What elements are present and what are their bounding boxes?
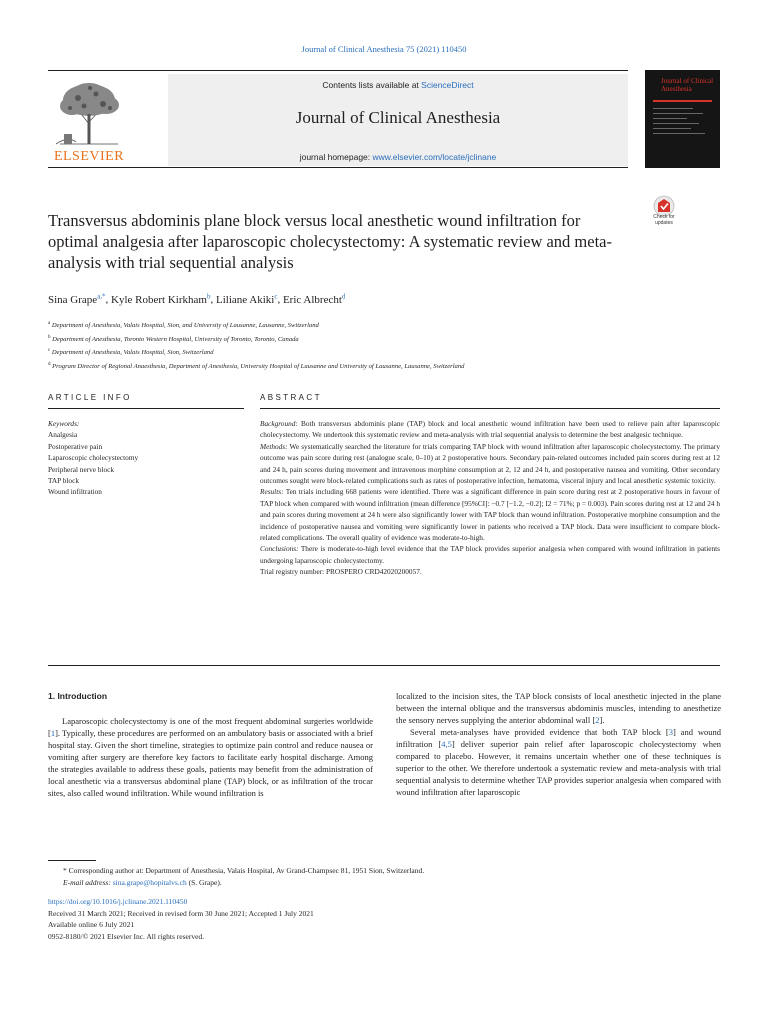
- journal-name: Journal of Clinical Anesthesia: [295, 108, 501, 127]
- abstract-results: Results: Ten trials including 668 patients were identified. There was a significant difference in pain score during rest at 2 postoperative hours in favour of TAP block when compared with wound infiltration (mean difference [95%CI]: −0.7 [−1.2, −0.2]; I2 = 71%; p = 0.003). Pain scores during rest at 12 and 24 h and pain scores during movement at 24 h were also significantly lower with TAP block than wound infiltration. Postoperative morphine consumption and the incidence of postoperative nausea and vomiting were significantly lower in patients who received a TAP block. Data were insufficient to compare block-related complications. The overall quality of evidence was moderate-to-high.: [260, 487, 720, 543]
- keywords-label: Keywords:: [48, 419, 80, 428]
- abstract-bottom-rule: [48, 665, 720, 666]
- reference-link[interactable]: 1: [50, 728, 56, 738]
- affiliation: $^a$ Department of Anesthesia, Valais Hospital, Sion, and University of Lausanne, Lausanne, Switzerland: [48, 321, 319, 330]
- cover-graphic: [645, 70, 720, 168]
- abstract-registry: Trial registry number: PROSPERO CRD42020200057.: [260, 567, 422, 577]
- keyword: Postoperative pain: [48, 441, 103, 451]
- masthead-top-rule: [48, 70, 628, 71]
- footnotes: [48, 865, 708, 942]
- masthead-center-panel: [168, 74, 628, 166]
- author[interactable]: Eric Albrecht$^d$: [282, 292, 346, 306]
- affiliation: $^c$ Department of Anesthesia, Valais Hospital, Sion, Switzerland: [48, 348, 214, 357]
- article-info-rule: [48, 408, 244, 409]
- affiliation: $^d$ Program Director of Regional Anaesthesia, Department of Anesthesia, University Hospital of Lausanne and University of Lausanne, Lausanne, Switzerland: [48, 362, 465, 371]
- keyword: Peripheral nerve block: [48, 464, 115, 474]
- tree-logo-graphic: [48, 78, 130, 148]
- affiliations: [48, 318, 708, 373]
- keyword: Analgesia: [48, 430, 78, 440]
- received-dates: Received 31 March 2021; Received in revised form 30 June 2021; Accepted 1 July 2021: [48, 908, 314, 918]
- author-list: Sina Grape$^{a,*}$, Kyle Robert Kirkham$^b$, Liliane Akiki$^c$, Eric Albrecht$^d$: [48, 292, 346, 306]
- journal-citation[interactable]: Journal of Clinical Anesthesia 75 (2021) 110450: [301, 44, 467, 54]
- keyword: Wound infiltration: [48, 487, 102, 497]
- publisher-name: ELSEVIER: [53, 149, 125, 164]
- journal-masthead: [48, 70, 628, 168]
- body-paragraph: Several meta-analyses have provided evidence that both TAP block [3] and wound infiltration [4,5] deliver superior pain relief after laparoscopic cholecystectomy when compared to placebo. However, it remains uncertain whether one of these techniques is superior to the other. We therefore undertook a systematic review and meta-analysis with trial sequential analysis to determine whether TAP provides superior analgesia when compared with wound infiltration after laparoscopic: [396, 727, 721, 797]
- sciencedirect-link[interactable]: ScienceDirect: [421, 80, 474, 90]
- abstract-heading: ABSTRACT: [260, 393, 322, 402]
- affiliation: $^b$ Department of Anesthesia, Toronto Western Hospital, University of Toronto, Toronto, Canada: [48, 334, 299, 343]
- reference-link[interactable]: 4,5: [441, 739, 452, 749]
- homepage-link[interactable]: www.elsevier.com/locate/jclinane: [372, 152, 497, 162]
- reference-link[interactable]: 2: [595, 715, 600, 725]
- email-link[interactable]: sina.grape@hopitalvs.ch: [112, 877, 187, 887]
- body-column-right: [396, 690, 721, 798]
- keyword: TAP block: [48, 476, 79, 486]
- body-column-left: [48, 690, 373, 799]
- keywords-block: [48, 418, 244, 498]
- cover-title: Journal of Clinical Anesthesia: [661, 77, 714, 93]
- abstract-background: Background: Both transversus abdominis plane (TAP) block and local anesthetic wound infiltration have been used to relieve pain after laparoscopic cholecystectomy. We undertook this systematic review and meta-analysis with trial sequential analysis to determine the best analgesic technique.: [260, 419, 720, 440]
- section-heading: 1. Introduction: [48, 691, 108, 701]
- available-online: Available online 6 July 2021: [48, 920, 135, 929]
- contents-available-line: [168, 80, 628, 90]
- copyright: 0952-8180/© 2021 Elsevier Inc. All rights reserved.: [48, 931, 205, 941]
- abstract-conclusions: Conclusions: There is moderate-to-high level evidence that the TAP block provides superior analgesia when compared with wound infiltration in patients undergoing laparoscopic cholecystectomy.: [260, 544, 720, 565]
- abstract-body: [260, 418, 720, 578]
- footnote-rule: [48, 860, 96, 861]
- keyword: Laparoscopic cholecystectomy: [48, 453, 139, 463]
- body-paragraph: Laparoscopic cholecystectomy is one of the most frequent abdominal surgeries worldwide [1]. Typically, these procedures are performed on an ambulatory basis or associated with a brief hospital stay. Given the short timeline, strategies to optimize pain control and reduce nausea or vomiting after surgery are therefore key factors to facilitate early hospital discharge. Among the strategies available to address these goals, patients may benefit from the administration of local anesthetic via a transversus abdominal plane (TAP) block, or as infiltration of the trocar sites, also called wound infiltration. While wound infiltration is: [48, 716, 373, 798]
- masthead-bottom-rule: [48, 167, 628, 168]
- reference-link[interactable]: 3: [668, 727, 673, 737]
- body-paragraph: localized to the incision sites, the TAP block consists of local anesthetic injected in the plane between the internal oblique and the transversus abdominis muscles, intending to anesthetize the sensory nerves supplying the anterior abdominal wall [2].: [396, 691, 721, 725]
- abstract-methods: Methods: We systematically searched the literature for trials comparing TAP block with wound infiltration after laparoscopic cholecystectomy. The primary outcome was pain score during rest (analogue scale, 0–10) at 2 postoperative hours. Secondary pain-related outcomes included pain scores during rest at 12 and 24 h, pain scores during movement and intravenous morphine consumption at 2, 12 and 24 h, and postoperative nausea and vomiting. Other secondary outcomes sought were block-related complications such as rates of postoperative infection, hematoma, visceral injury and local anesthetic systemic toxicity.: [260, 441, 720, 486]
- corresponding-author-note: * Corresponding author at: Department of Anesthesia, Valais Hospital, Av Grand-Champsec 81, 1951 Sion, Switzerland.: [63, 866, 425, 875]
- homepage-prefix: journal homepage:: [299, 152, 373, 162]
- abstract-rule: [260, 408, 720, 409]
- author[interactable]: Kyle Robert Kirkham$^b$: [111, 292, 211, 306]
- article-info-heading: ARTICLE INFO: [48, 393, 132, 402]
- author[interactable]: Sina Grape$^{a,*}$: [48, 292, 106, 306]
- author[interactable]: Liliane Akiki$^c$: [215, 292, 278, 306]
- journal-homepage-line: [168, 152, 628, 162]
- doi-link[interactable]: https://doi.org/10.1016/j.jclinane.2021.110450: [48, 897, 188, 906]
- journal-cover-image[interactable]: [645, 70, 720, 168]
- article-title: Transversus abdominis plane block versus local anesthetic wound infiltration for optimal analgesia after laparoscopic cholecystectomy: A systematic review and meta-analysis with trial sequential analysis: [48, 211, 612, 272]
- email-line: E-mail address: sina.grape@hopitalvs.ch (S. Grape).: [63, 877, 222, 887]
- elsevier-tree-logo-icon[interactable]: [48, 78, 130, 166]
- check-updates-label[interactable]: Check for updates: [653, 214, 675, 226]
- contents-prefix: Contents lists available at: [322, 80, 422, 90]
